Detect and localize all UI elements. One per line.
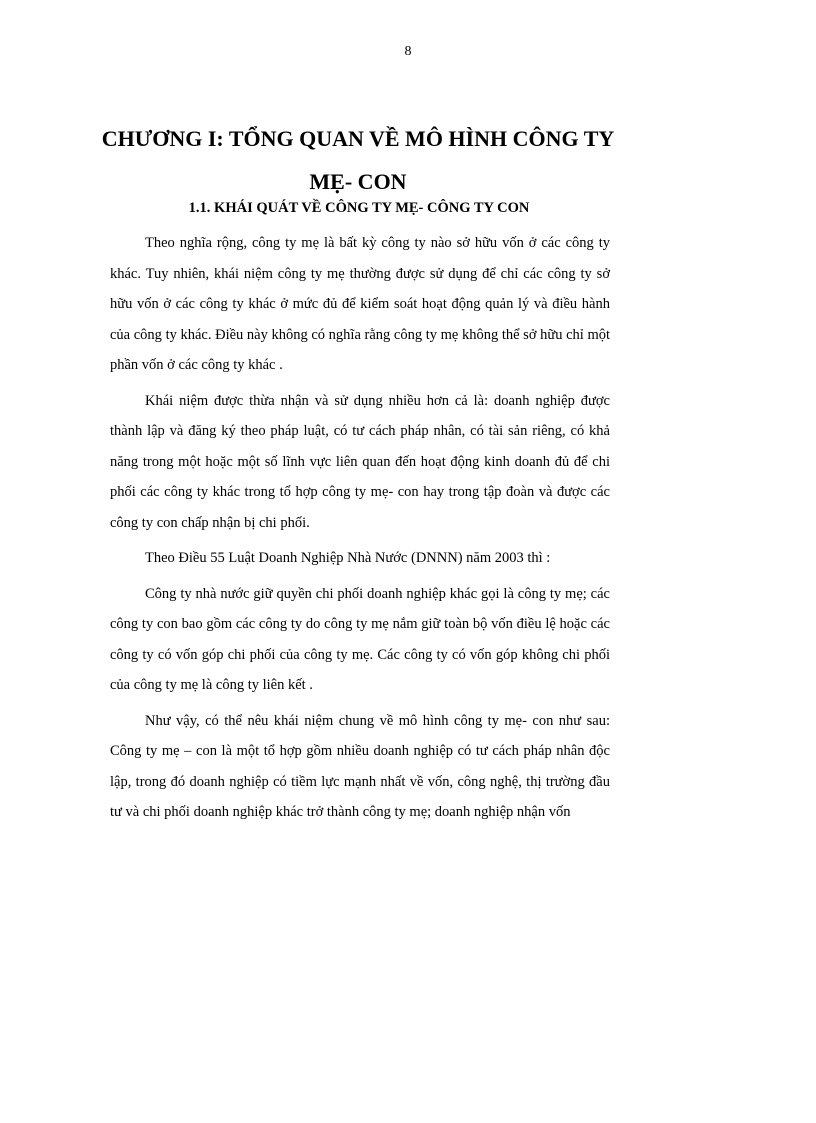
section-heading: 1.1. KHÁI QUÁT VỀ CÔNG TY MẸ- CÔNG TY CON	[188, 200, 530, 216]
paragraph-2: Khái niệm được thừa nhận và sử dụng nhiều hơn cả là: doanh nghiệp được thành lập và đăng ký theo pháp luật, có tư cách pháp nhân, có tài sản riêng, có khả năng trong một hoặc một số lĩnh vực liên quan đến hoạt động kinh doanh đủ để chi phối các công ty khác trong tổ hợp công ty mẹ- con hay trong tập đoàn và được các công ty con chấp nhận bị chi phối.	[110, 392, 610, 531]
chapter-title-line-2: MẸ- CON	[309, 169, 407, 194]
chapter-title	[0, 117, 716, 203]
page-number: 8	[404, 44, 412, 59]
paragraph-3: Theo Điều 55 Luật Doanh Nghiệp Nhà Nước (DNNN) năm 2003 thì :	[145, 550, 551, 566]
paragraph-4: Công ty nhà nước giữ quyền chi phối doanh nghiệp khác gọi là công ty mẹ; các công ty con bao gồm các công ty do công ty mẹ nắm giữ toàn bộ vốn điều lệ hoặc các công ty có vốn góp chi phối của công ty mẹ. Các công ty có vốn góp không chi phối của công ty mẹ là công ty liên kết .	[110, 585, 610, 693]
chapter-title-line-1: CHƯƠNG I: TỔNG QUAN VỀ MÔ HÌNH CÔNG TY	[101, 126, 615, 151]
paragraph-5: Như vậy, có thể nêu khái niệm chung về mô hình công ty mẹ- con như sau: Công ty mẹ – con là một tổ hợp gồm nhiều doanh nghiệp có tư cách pháp nhân độc lập, trong đó doanh nghiệp có tiềm lực mạnh nhất về vốn, công nghệ, thị trường đầu tư và chi phối doanh nghiệp khác trở thành công ty mẹ; doanh nghiệp nhận vốn	[110, 712, 610, 820]
body-text	[110, 228, 610, 833]
paragraph-1: Theo nghĩa rộng, công ty mẹ là bất kỳ công ty nào sở hữu vốn ở các công ty khác. Tuy nhiên, khái niệm công ty mẹ thường được sử dụng để chỉ các công ty sở hữu vốn ở các công ty khác ở mức đủ để kiểm soát hoạt động quản lý và điều hành của công ty khác. Điều này không có nghĩa rằng công ty mẹ không thể sở hữu chỉ một phần vốn ở các công ty khác .	[110, 235, 610, 373]
